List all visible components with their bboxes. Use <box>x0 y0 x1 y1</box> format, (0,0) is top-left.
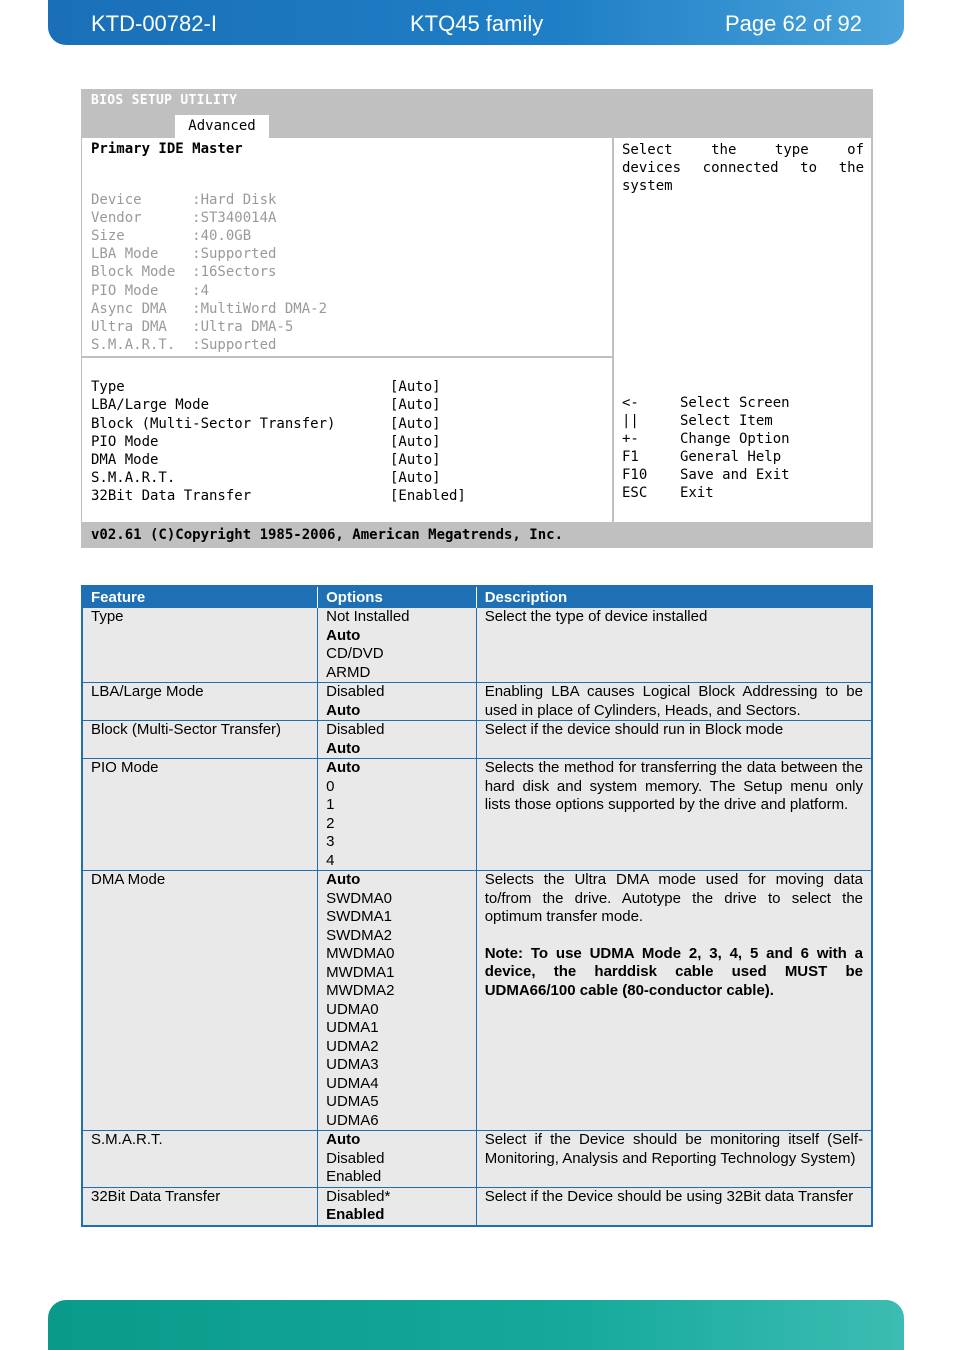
table-row <box>82 759 872 871</box>
bios-setting-name: Block (Multi-Sector Transfer) <box>91 416 336 432</box>
description-cell <box>476 759 872 871</box>
bios-title: BIOS SETUP UTILITY <box>91 93 238 108</box>
help-line: system <box>622 178 673 194</box>
column-header-description: Description <box>476 586 872 608</box>
key-label: ESC <box>622 485 648 501</box>
option-value: Auto <box>326 626 361 644</box>
option-value: Disabled* <box>326 1187 391 1205</box>
option-value: SWDMA2 <box>326 926 392 944</box>
description-text: Enabling LBA causes Logical Block Addressing to be used in place of Cylinders, Heads, and Sectors. <box>484 683 863 719</box>
options-cell <box>318 871 477 1131</box>
bios-info-line: PIO Mode :4 <box>91 283 210 299</box>
key-hint <box>622 413 773 429</box>
key-hint <box>622 449 781 465</box>
option-value: Auto <box>326 739 361 757</box>
document-id: KTD-00782-I <box>91 11 217 36</box>
description-text: Selects the method for transferring the data between the hard disk and system memory. The Setup menu only lists those options supported by the drive and platform. <box>484 759 863 813</box>
column-header-options: Options <box>318 586 477 608</box>
bios-setting-value[interactable]: [Auto] <box>390 452 441 468</box>
table-row <box>82 1131 872 1188</box>
bios-setting-name: DMA Mode <box>91 452 159 468</box>
option-value: UDMA1 <box>326 1019 379 1036</box>
option-value: 4 <box>326 851 335 869</box>
option-value: MWDMA2 <box>326 982 395 999</box>
feature-cell: S.M.A.R.T. <box>82 1131 318 1188</box>
key-action: Exit <box>680 485 714 501</box>
bios-left-panel <box>82 138 614 522</box>
option-value: UDMA0 <box>326 1000 379 1018</box>
feature-cell: Type <box>82 608 318 683</box>
option-value: CD/DVD <box>326 645 384 662</box>
description-text: Select if the Device should be using 32Bit data Transfer <box>484 1187 854 1205</box>
bios-help-panel <box>622 138 864 522</box>
description-note: Note: To use UDMA Mode 2, 3, 4, 5 and 6 with a device, the harddisk cable used MUST be UDMA66/100 cable (80-conductor cable). <box>484 944 863 999</box>
bios-setting-value[interactable]: [Auto] <box>390 434 441 450</box>
feature-cell: Block (Multi-Sector Transfer) <box>82 721 318 759</box>
bios-setting-value[interactable]: [Auto] <box>390 379 441 395</box>
table-header-row <box>82 586 872 608</box>
description-cell <box>476 1131 872 1188</box>
key-hint <box>622 395 790 411</box>
page-footer <box>48 1300 904 1350</box>
page-number: Page 62 of 92 <box>724 11 862 36</box>
bios-setting-name: S.M.A.R.T. <box>91 470 176 486</box>
bios-info-line: LBA Mode :Supported <box>91 246 277 262</box>
option-value: Auto <box>326 701 361 719</box>
key-action: Select Item <box>680 413 773 429</box>
bios-setting-value[interactable]: [Enabled] <box>390 488 466 504</box>
product-family: KTQ45 family <box>410 11 544 36</box>
description-cell <box>476 1187 872 1226</box>
table-row <box>82 871 872 1131</box>
options-cell <box>318 1131 477 1188</box>
key-action: Save and Exit <box>680 467 790 483</box>
bios-info-line: Size :40.0GB <box>91 228 252 244</box>
tab-advanced[interactable]: Advanced <box>175 115 269 139</box>
feature-table-body <box>82 608 872 1226</box>
description-cell <box>476 721 872 759</box>
option-value: Auto <box>326 759 361 776</box>
bios-main-panel <box>82 138 871 522</box>
table-row <box>82 1187 872 1226</box>
bios-screen <box>81 89 873 548</box>
description-text: Select if the Device should be monitoring itself (Self-Monitoring, Analysis and Reporting Technology System) <box>484 1131 863 1167</box>
option-value: 1 <box>326 796 335 813</box>
bios-info-line: Async DMA :MultiWord DMA-2 <box>91 301 328 317</box>
key-label: F1 <box>622 449 639 465</box>
description-cell <box>476 871 872 1131</box>
option-value: MWDMA1 <box>326 963 395 981</box>
table-row <box>82 721 872 759</box>
bios-setting-value[interactable]: [Auto] <box>390 397 441 413</box>
option-value: UDMA3 <box>326 1056 379 1073</box>
bios-section-heading: Primary IDE Master <box>91 141 243 157</box>
help-line: Select the type of <box>622 142 864 158</box>
bios-info-line: S.M.A.R.T. :Supported <box>91 337 277 353</box>
options-cell <box>318 759 477 871</box>
feature-cell: 32Bit Data Transfer <box>82 1187 318 1226</box>
bios-help-text <box>622 141 864 195</box>
option-value: 2 <box>326 814 335 832</box>
option-value: 0 <box>326 777 335 795</box>
page-header <box>48 0 904 45</box>
bios-setting-name: 32Bit Data Transfer <box>91 488 252 504</box>
option-value: Enabled <box>326 1206 385 1223</box>
bios-info-line: Block Mode :16Sectors <box>91 264 277 280</box>
option-value: Not Installed <box>326 608 410 625</box>
option-value: Disabled <box>326 1149 385 1167</box>
bios-setting-name: Type <box>91 379 125 395</box>
option-value: ARMD <box>326 663 371 681</box>
option-value: 3 <box>326 833 335 850</box>
option-value: Disabled <box>326 721 385 738</box>
description-text: Select the type of device installed <box>484 608 708 625</box>
key-label: <- <box>622 395 639 411</box>
key-hint <box>622 467 790 483</box>
options-cell <box>318 1187 477 1226</box>
key-hint <box>622 485 714 501</box>
feature-cell: DMA Mode <box>82 871 318 1131</box>
bios-divider <box>82 356 612 358</box>
bios-setting-name: LBA/Large Mode <box>91 397 210 413</box>
options-cell <box>318 683 477 721</box>
bios-info-line: Ultra DMA :Ultra DMA-5 <box>91 319 294 335</box>
option-value: Enabled <box>326 1168 382 1185</box>
key-label: +- <box>622 431 639 447</box>
table-row <box>82 608 872 683</box>
options-cell <box>318 608 477 683</box>
option-value: MWDMA0 <box>326 945 395 962</box>
option-value: UDMA6 <box>326 1111 379 1129</box>
option-value: UDMA2 <box>326 1037 379 1055</box>
help-line: devices connected to the <box>622 160 864 176</box>
description-cell <box>476 608 872 683</box>
key-label: || <box>622 413 639 429</box>
feature-cell: LBA/Large Mode <box>82 683 318 721</box>
table-row <box>82 683 872 721</box>
feature-cell: PIO Mode <box>82 759 318 871</box>
column-header-feature: Feature <box>82 586 318 608</box>
option-value: Auto <box>326 1131 361 1148</box>
option-value: Auto <box>326 871 361 888</box>
bios-info-line: Device :Hard Disk <box>91 192 277 208</box>
key-hint <box>622 431 790 447</box>
bios-copyright: v02.61 (C)Copyright 1985-2006, American Megatrends, Inc. <box>91 527 564 543</box>
key-action: Change Option <box>680 431 790 447</box>
description-text: Select if the device should run in Block mode <box>484 721 784 738</box>
bios-setting-value[interactable]: [Auto] <box>390 416 441 432</box>
key-action: Select Screen <box>680 395 790 411</box>
option-value: Disabled <box>326 683 385 700</box>
option-value: UDMA4 <box>326 1074 379 1092</box>
bios-setting-name: PIO Mode <box>91 434 159 450</box>
bios-setting-value[interactable]: [Auto] <box>390 470 441 486</box>
key-action: General Help <box>680 449 782 465</box>
description-text: Selects the Ultra DMA mode used for moving data to/from the drive. Autotype the drive to select the optimum transfer mode. <box>484 871 863 925</box>
bios-info-line: Vendor :ST340014A <box>91 210 277 226</box>
option-value: SWDMA0 <box>326 889 392 907</box>
option-value: UDMA5 <box>326 1093 379 1110</box>
feature-table <box>81 585 873 1227</box>
options-cell <box>318 721 477 759</box>
key-label: F10 <box>622 467 648 483</box>
option-value: SWDMA1 <box>326 908 392 925</box>
description-cell <box>476 683 872 721</box>
